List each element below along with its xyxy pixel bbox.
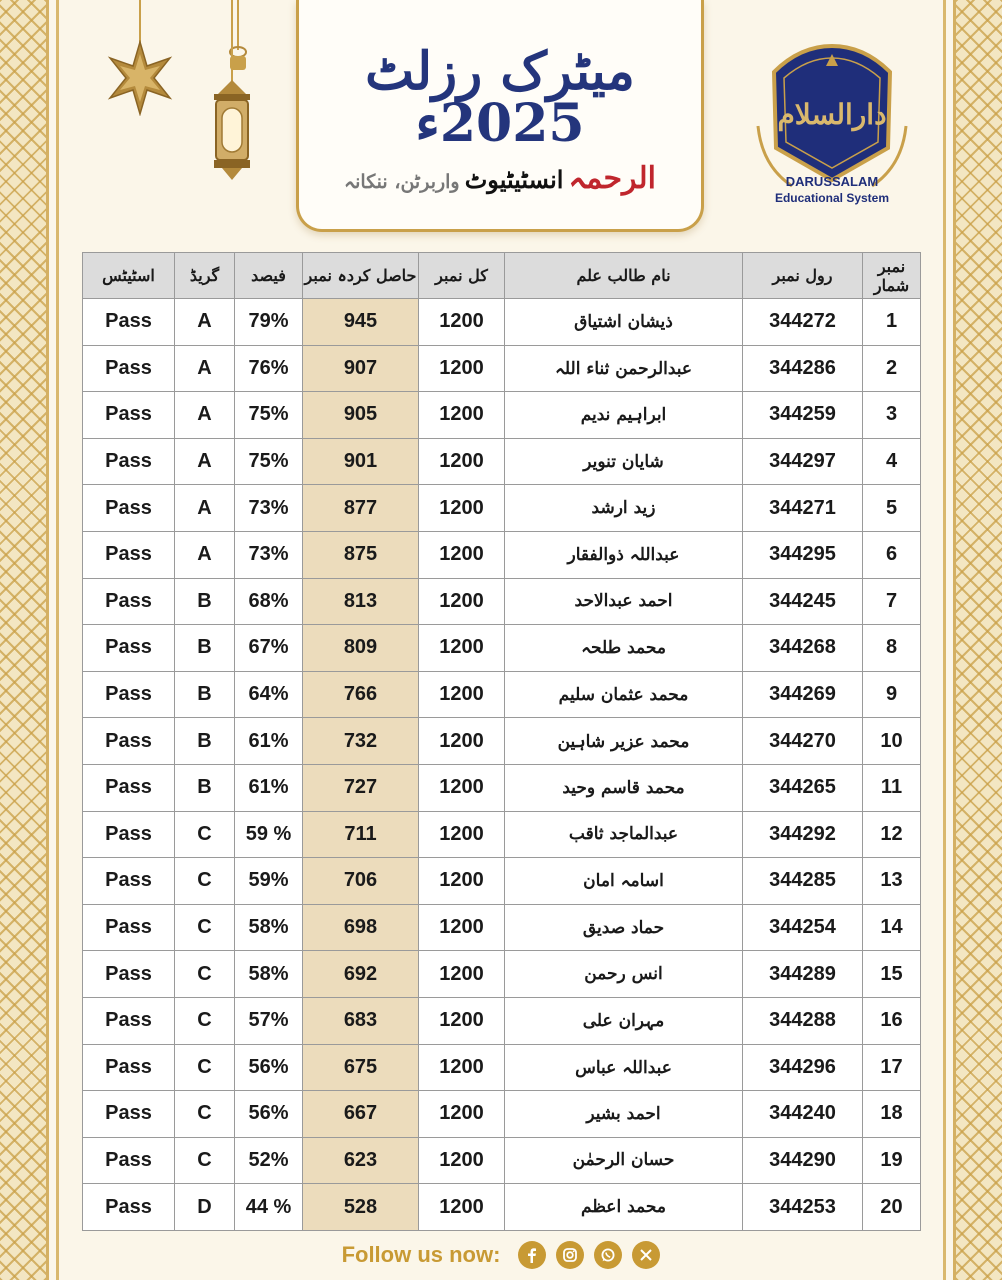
logo-tagline: Educational System: [774, 191, 890, 205]
cell-roll: 344285: [743, 858, 863, 905]
cell-total: 1200: [419, 951, 505, 998]
cell-grade: C: [175, 951, 235, 998]
cell-name: ابراہیم ندیم: [505, 392, 743, 439]
cell-roll: 344259: [743, 392, 863, 439]
cell-name: اسامہ امان: [505, 858, 743, 905]
x-icon[interactable]: [632, 1241, 660, 1269]
table-row: [83, 951, 921, 998]
cell-serial: 16: [863, 997, 921, 1044]
cell-grade: A: [175, 392, 235, 439]
cell-total: 1200: [419, 1091, 505, 1138]
cell-serial: 17: [863, 1044, 921, 1091]
cell-percent: 64%: [235, 671, 303, 718]
cell-status: Pass: [83, 1137, 175, 1184]
cell-total: 1200: [419, 345, 505, 392]
cell-grade: A: [175, 531, 235, 578]
cell-percent: 59 %: [235, 811, 303, 858]
cell-serial: 2: [863, 345, 921, 392]
cell-name: حماد صدیق: [505, 904, 743, 951]
header-name: نام طالب علم: [505, 253, 743, 299]
cell-obtained: 727: [303, 764, 419, 811]
cell-total: 1200: [419, 1184, 505, 1231]
cell-name: محمد عثمان سلیم: [505, 671, 743, 718]
cell-obtained: 698: [303, 904, 419, 951]
table-row: [83, 345, 921, 392]
table-row: [83, 438, 921, 485]
header-status: اسٹیٹس: [83, 253, 175, 299]
cell-name: عبدالرحمن ثناء اللہ: [505, 345, 743, 392]
table-row: [83, 811, 921, 858]
cell-percent: 59%: [235, 858, 303, 905]
cell-serial: 10: [863, 718, 921, 765]
header-roll: رول نمبر: [743, 253, 863, 299]
cell-roll: 344290: [743, 1137, 863, 1184]
cell-status: Pass: [83, 764, 175, 811]
logo-emblem-text: دارالسلام: [777, 98, 887, 131]
cell-name: شایان تنویر: [505, 438, 743, 485]
cell-obtained: 683: [303, 997, 419, 1044]
cell-grade: A: [175, 299, 235, 346]
cell-name: محمد اعظم: [505, 1184, 743, 1231]
cell-status: Pass: [83, 625, 175, 672]
cell-obtained: 732: [303, 718, 419, 765]
cell-roll: 344292: [743, 811, 863, 858]
cell-roll: 344271: [743, 485, 863, 532]
table-row: [83, 1044, 921, 1091]
cell-name: محمد طلحہ: [505, 625, 743, 672]
facebook-icon[interactable]: [518, 1241, 546, 1269]
cell-grade: B: [175, 718, 235, 765]
header-grade: گریڈ: [175, 253, 235, 299]
title-card: [296, 0, 704, 232]
cell-roll: 344269: [743, 671, 863, 718]
footer: [0, 1238, 1002, 1272]
cell-grade: A: [175, 485, 235, 532]
cell-roll: 344288: [743, 997, 863, 1044]
cell-grade: B: [175, 671, 235, 718]
small-lantern-string: [237, 0, 239, 50]
cell-status: Pass: [83, 671, 175, 718]
cell-percent: 56%: [235, 1044, 303, 1091]
cell-serial: 13: [863, 858, 921, 905]
cell-status: Pass: [83, 1044, 175, 1091]
cell-status: Pass: [83, 718, 175, 765]
cell-percent: 76%: [235, 345, 303, 392]
cell-grade: B: [175, 764, 235, 811]
cell-grade: A: [175, 345, 235, 392]
cell-grade: B: [175, 625, 235, 672]
cell-grade: C: [175, 1044, 235, 1091]
cell-serial: 14: [863, 904, 921, 951]
cell-grade: C: [175, 811, 235, 858]
cell-obtained: 706: [303, 858, 419, 905]
cell-grade: C: [175, 1091, 235, 1138]
cell-percent: 58%: [235, 904, 303, 951]
cell-name: محمد قاسم وحید: [505, 764, 743, 811]
cell-grade: C: [175, 858, 235, 905]
cell-total: 1200: [419, 904, 505, 951]
cell-grade: C: [175, 1137, 235, 1184]
cell-serial: 5: [863, 485, 921, 532]
follow-label: Follow us now:: [341, 1242, 501, 1267]
cell-roll: 344286: [743, 345, 863, 392]
cell-obtained: 667: [303, 1091, 419, 1138]
cell-total: 1200: [419, 1137, 505, 1184]
cell-roll: 344245: [743, 578, 863, 625]
cell-obtained: 905: [303, 392, 419, 439]
table-row: [83, 764, 921, 811]
cell-status: Pass: [83, 904, 175, 951]
star-ornament-icon: [102, 40, 178, 116]
cell-name: ذیشان اشتیاق: [505, 299, 743, 346]
cell-total: 1200: [419, 671, 505, 718]
cell-roll: 344270: [743, 718, 863, 765]
cell-total: 1200: [419, 1044, 505, 1091]
cell-roll: 344254: [743, 904, 863, 951]
cell-serial: 7: [863, 578, 921, 625]
darussalam-logo: [752, 36, 912, 216]
left-lattice-border: [0, 0, 49, 1280]
page-title: میٹرک رزلٹ 2025ء: [365, 41, 635, 154]
cell-status: Pass: [83, 438, 175, 485]
right-gold-line: [943, 0, 946, 1280]
table-row: [83, 299, 921, 346]
cell-serial: 9: [863, 671, 921, 718]
cell-total: 1200: [419, 438, 505, 485]
small-lantern-icon: [221, 46, 255, 74]
institute-brand: الرحمہ: [568, 161, 657, 196]
cell-roll: 344289: [743, 951, 863, 998]
cell-name: حسان الرحمٰن: [505, 1137, 743, 1184]
cell-serial: 11: [863, 764, 921, 811]
cell-total: 1200: [419, 299, 505, 346]
cell-obtained: 675: [303, 1044, 419, 1091]
cell-percent: 56%: [235, 1091, 303, 1138]
cell-status: Pass: [83, 951, 175, 998]
cell-serial: 1: [863, 299, 921, 346]
cell-roll: 344295: [743, 531, 863, 578]
cell-name: احمد عبدالاحد: [505, 578, 743, 625]
institute-line: [299, 161, 701, 196]
cell-roll: 344265: [743, 764, 863, 811]
cell-serial: 15: [863, 951, 921, 998]
cell-status: Pass: [83, 531, 175, 578]
cell-total: 1200: [419, 531, 505, 578]
cell-name: عبداللہ عباس: [505, 1044, 743, 1091]
cell-roll: 344272: [743, 299, 863, 346]
cell-serial: 12: [863, 811, 921, 858]
cell-obtained: 875: [303, 531, 419, 578]
cell-percent: 68%: [235, 578, 303, 625]
star-string: [139, 0, 141, 44]
cell-serial: 6: [863, 531, 921, 578]
cell-grade: A: [175, 438, 235, 485]
cell-serial: 3: [863, 392, 921, 439]
cell-total: 1200: [419, 625, 505, 672]
cell-percent: 73%: [235, 485, 303, 532]
cell-serial: 20: [863, 1184, 921, 1231]
instagram-icon[interactable]: [556, 1241, 584, 1269]
cell-serial: 4: [863, 438, 921, 485]
whatsapp-icon[interactable]: [594, 1241, 622, 1269]
results-table: [82, 252, 921, 1231]
header-serial: نمبر شمار: [863, 253, 921, 299]
left-gold-line: [56, 0, 59, 1280]
cell-name: مہران علی: [505, 997, 743, 1044]
table-row: [83, 578, 921, 625]
cell-obtained: 623: [303, 1137, 419, 1184]
cell-roll: 344296: [743, 1044, 863, 1091]
table-row: [83, 485, 921, 532]
cell-obtained: 877: [303, 485, 419, 532]
cell-percent: 58%: [235, 951, 303, 998]
cell-roll: 344240: [743, 1091, 863, 1138]
table-row: [83, 671, 921, 718]
table-row: [83, 997, 921, 1044]
table-row: [83, 718, 921, 765]
cell-obtained: 809: [303, 625, 419, 672]
cell-percent: 52%: [235, 1137, 303, 1184]
table-row: [83, 858, 921, 905]
table-row: [83, 904, 921, 951]
cell-serial: 18: [863, 1091, 921, 1138]
cell-total: 1200: [419, 392, 505, 439]
cell-percent: 75%: [235, 392, 303, 439]
cell-total: 1200: [419, 485, 505, 532]
cell-percent: 61%: [235, 718, 303, 765]
cell-obtained: 528: [303, 1184, 419, 1231]
cell-grade: B: [175, 578, 235, 625]
lantern-string: [231, 0, 233, 82]
logo-name: DARUSSALAM: [785, 174, 879, 189]
cell-name: زید ارشد: [505, 485, 743, 532]
cell-obtained: 945: [303, 299, 419, 346]
table-row: [83, 1137, 921, 1184]
cell-serial: 8: [863, 625, 921, 672]
cell-total: 1200: [419, 811, 505, 858]
cell-roll: 344253: [743, 1184, 863, 1231]
cell-status: Pass: [83, 811, 175, 858]
cell-status: Pass: [83, 858, 175, 905]
cell-roll: 344268: [743, 625, 863, 672]
cell-status: Pass: [83, 392, 175, 439]
cell-total: 1200: [419, 578, 505, 625]
cell-status: Pass: [83, 299, 175, 346]
cell-name: عبدالماجد ثاقب: [505, 811, 743, 858]
cell-grade: C: [175, 904, 235, 951]
cell-total: 1200: [419, 718, 505, 765]
cell-name: عبداللہ ذوالفقار: [505, 531, 743, 578]
institute-word: انسٹیٹیوٹ: [464, 165, 564, 194]
cell-status: Pass: [83, 485, 175, 532]
cell-status: Pass: [83, 578, 175, 625]
cell-total: 1200: [419, 997, 505, 1044]
cell-roll: 344297: [743, 438, 863, 485]
cell-percent: 44 %: [235, 1184, 303, 1231]
cell-percent: 73%: [235, 531, 303, 578]
cell-name: انس رحمن: [505, 951, 743, 998]
cell-obtained: 907: [303, 345, 419, 392]
cell-total: 1200: [419, 858, 505, 905]
table-row: [83, 1091, 921, 1138]
table-row: [83, 1184, 921, 1231]
table-header-row: [83, 253, 921, 299]
cell-status: Pass: [83, 345, 175, 392]
cell-percent: 57%: [235, 997, 303, 1044]
cell-obtained: 813: [303, 578, 419, 625]
cell-obtained: 766: [303, 671, 419, 718]
table-row: [83, 625, 921, 672]
cell-percent: 79%: [235, 299, 303, 346]
cell-percent: 61%: [235, 764, 303, 811]
cell-obtained: 901: [303, 438, 419, 485]
table-body: [83, 299, 921, 1231]
cell-name: احمد بشیر: [505, 1091, 743, 1138]
lantern-icon: [202, 78, 262, 182]
right-lattice-border: [953, 0, 1002, 1280]
cell-name: محمد عزیر شاہین: [505, 718, 743, 765]
cell-obtained: 711: [303, 811, 419, 858]
cell-percent: 75%: [235, 438, 303, 485]
cell-grade: D: [175, 1184, 235, 1231]
cell-status: Pass: [83, 1184, 175, 1231]
cell-grade: C: [175, 997, 235, 1044]
cell-serial: 19: [863, 1137, 921, 1184]
cell-percent: 67%: [235, 625, 303, 672]
cell-status: Pass: [83, 997, 175, 1044]
header-obtained: حاصل کردہ نمبر: [303, 253, 419, 299]
header-percent: فیصد: [235, 253, 303, 299]
cell-total: 1200: [419, 764, 505, 811]
cell-obtained: 692: [303, 951, 419, 998]
table-row: [83, 531, 921, 578]
table-row: [83, 392, 921, 439]
cell-status: Pass: [83, 1091, 175, 1138]
header-total: کل نمبر: [419, 253, 505, 299]
institute-location: واربرٹن، ننکانہ: [343, 171, 460, 193]
